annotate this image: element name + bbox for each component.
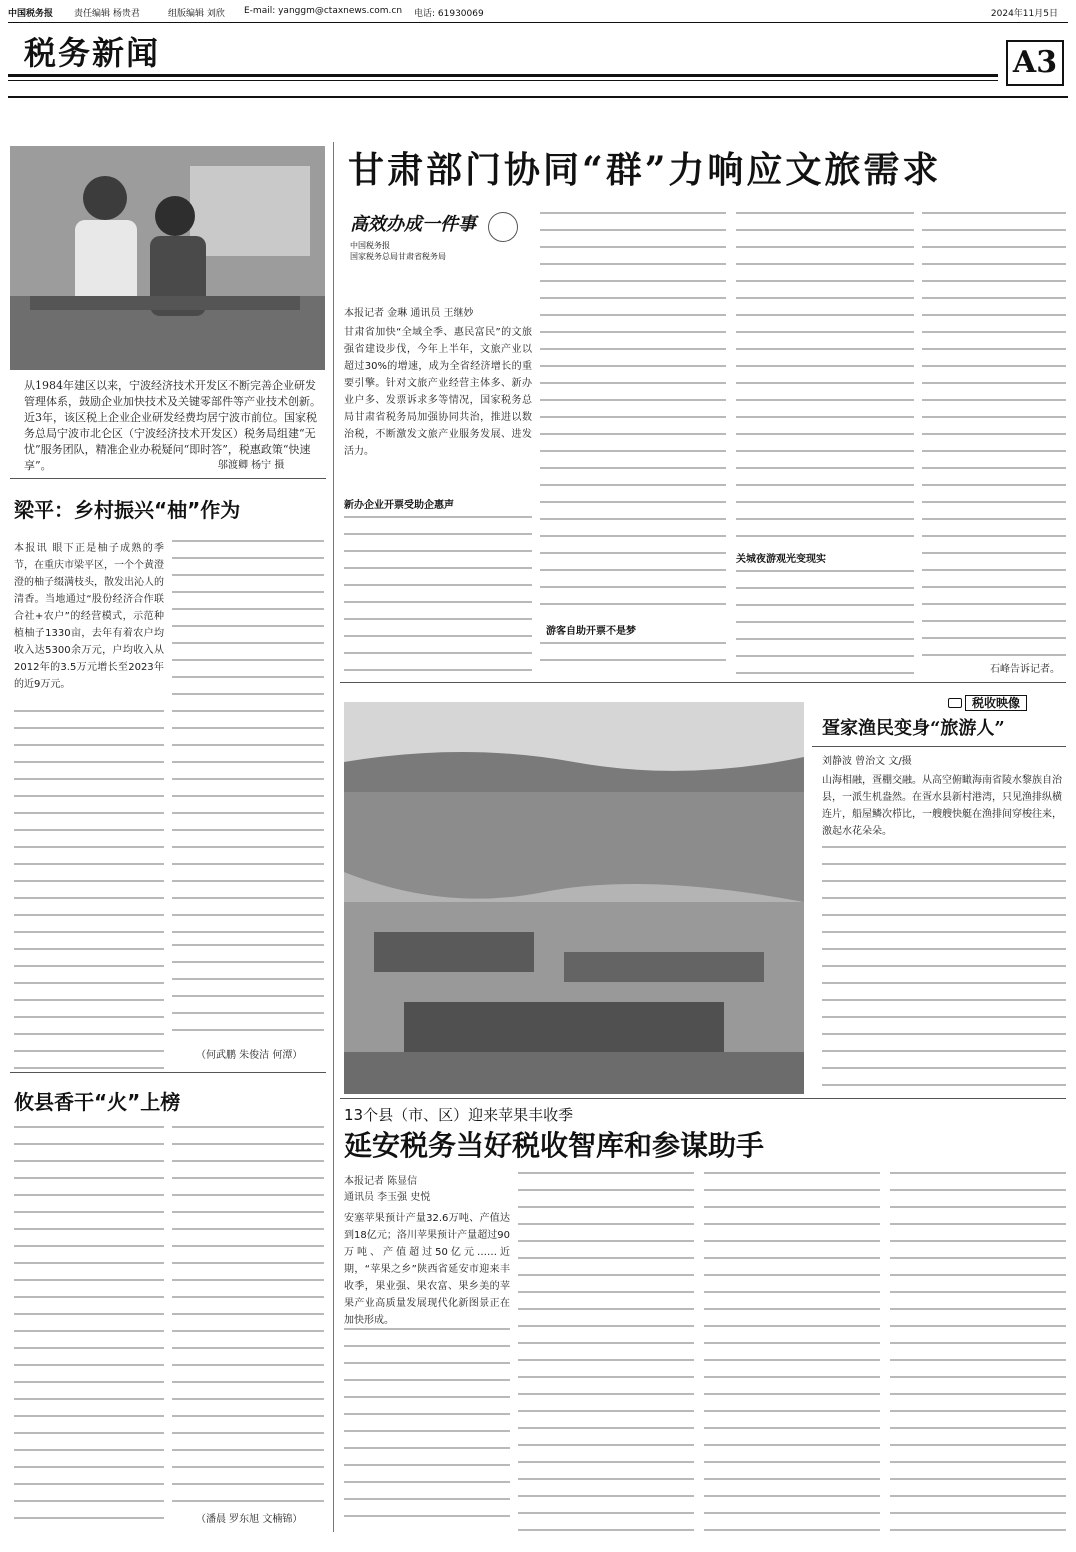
badge-seal-icon [488, 212, 518, 242]
photo-feature-tag [944, 690, 1031, 713]
section-title: 税务新闻 [24, 34, 161, 72]
contact-phone: 电话: 61930069 [414, 9, 484, 19]
efficient-service-badge [344, 206, 524, 270]
liangping-lede: 本报讯 眼下正是柚子成熟的季节，在重庆市梁平区，一个个黄澄澄的柚子缀满枝头，散发出沁人的清香。当地通过“股份经济合作联合社+农户”的经营模式，示范种植柚子1330亩，去年有着农户均收入达5300余万元，户均收入从2012年的3.5万元增长至2023年的近9万元。 [14, 543, 164, 690]
youxian-headline: 攸县香干“火”上榜 [14, 1090, 181, 1114]
camera-icon [948, 698, 962, 708]
page-number: A3 [1006, 40, 1064, 86]
yanan-kicker: 13个县（市、区）迎来苹果丰收季 [344, 1106, 574, 1124]
yanan-lede: 安塞苹果预计产量32.6万吨、产值达到18亿元；洛川苹果预计产量超过90万吨、产值超过50亿元……近期，“苹果之乡”陕西省延安市迎来丰收季，果业强、果农富、果乡美的苹果产业高质量发展现代化新图景正在加快形成。 [344, 1213, 510, 1326]
gansu-text-column-2-end [540, 642, 726, 674]
gansu-text-column-3 [736, 212, 914, 550]
photo-credit: 邬渡卿 杨宁 摄 [218, 460, 285, 471]
badge-title: 高效办成一件事 [350, 214, 476, 235]
gansu-text-column-1 [344, 516, 532, 672]
gansu-end-quote: 石峰告诉记者。 [990, 664, 1060, 675]
gansu-lede: 甘肃省加快“全域全季、惠民富民”的文旅强省建设步伐，今年上半年，文旅产业以超过30%的增速，成为全省经济增长的重要引擎。针对文旅产业经营主体多、新办业户多、发票诉求多等情况，国家税务总局甘肃省税务局加强协同共治，推进以数治税，不断激发文旅产业服务发展、进发活力。 [344, 327, 532, 457]
masthead-bar [8, 6, 1068, 20]
fishing-credit: 刘静波 曾治文 文/摄 [822, 756, 912, 767]
gansu-subhead-2: 游客自助开票不是梦 [546, 626, 636, 637]
yanan-text-column-1 [344, 1328, 510, 1532]
youxian-text-column-1 [14, 1126, 164, 1526]
paper-name: 中国税务报 [8, 9, 54, 19]
fishing-headline: 疍家渔民变身“旅游人” [822, 718, 1005, 739]
badge-org-1: 中国税务报 [350, 241, 390, 250]
youxian-credit: （潘晨 罗东旭 文楠锦） [196, 1514, 303, 1525]
liangping-text-column-1 [14, 710, 164, 1070]
liangping-credit: （何武鹏 朱俊洁 何潭） [196, 1050, 303, 1061]
badge-org-2: 国家税务总局甘肃省税务局 [350, 252, 446, 261]
issue-date: 2024年11月5日 [990, 9, 1058, 19]
yanan-byline-correspondents: 通讯员 李玉强 史悦 [344, 1192, 431, 1203]
liangping-text-column-2-end [172, 944, 324, 1044]
liangping-headline: 梁平：乡村振兴“柚”作为 [14, 498, 241, 522]
yanan-byline-reporter: 本报记者 陈显信 [344, 1176, 418, 1187]
yanan-headline: 延安税务当好税收智库和参谋助手 [344, 1129, 765, 1162]
liangping-text-column-2 [172, 540, 324, 940]
gansu-byline: 本报记者 金琳 通讯员 王继妙 [344, 308, 474, 319]
gansu-subhead-3: 关城夜游观光变现实 [736, 554, 826, 565]
photo-caption: 从1984年建区以来，宁波经济技术开发区不断完善企业研发管理体系，鼓励企业加快技术及关键零部件等产业技术创新。近3年，该区税上企业企业研发经费均居宁波市前位。国家税务总局宁波市北仑区（宁波经济技术开发区）税务局组建“无忧”服务团队，精准企业办税疑问“即时答”，税惠政策“快速享”。 [24, 379, 321, 472]
gansu-text-column-2 [540, 212, 726, 620]
yanan-text-column-3 [704, 1172, 880, 1532]
gansu-text-column-3-end [736, 570, 914, 674]
gansu-headline: 甘肃部门协同“群”力响应文旅需求 [348, 149, 942, 191]
fishing-caption-continued [822, 846, 1066, 1094]
gansu-subhead-1: 新办企业开票受助企惠声 [344, 500, 454, 511]
fishing-village-photo [344, 702, 804, 1094]
gansu-text-column-4 [922, 212, 1066, 658]
tax-office-photo [10, 146, 325, 370]
yanan-text-column-2 [518, 1172, 694, 1532]
photo-feature-label: 税收映像 [965, 695, 1027, 711]
responsible-editor: 责任编辑 杨贵君 [74, 9, 140, 19]
fishing-caption: 山海相融，疍棚交融。从高空俯瞰海南省陵水黎族自治县，一派生机盎然。在疍水县新村港湾，只见渔排纵横连片，船屋鳞次栉比，一艘艘快艇在渔排间穿梭往来，激起水花朵朵。 [822, 775, 1062, 837]
layout-editor: 组版编辑 刘欣 [168, 9, 225, 19]
yanan-text-column-4 [890, 1172, 1066, 1532]
youxian-text-column-2 [172, 1126, 324, 1506]
contact-email: E-mail: yanggm@ctaxnews.com.cn [244, 6, 403, 16]
